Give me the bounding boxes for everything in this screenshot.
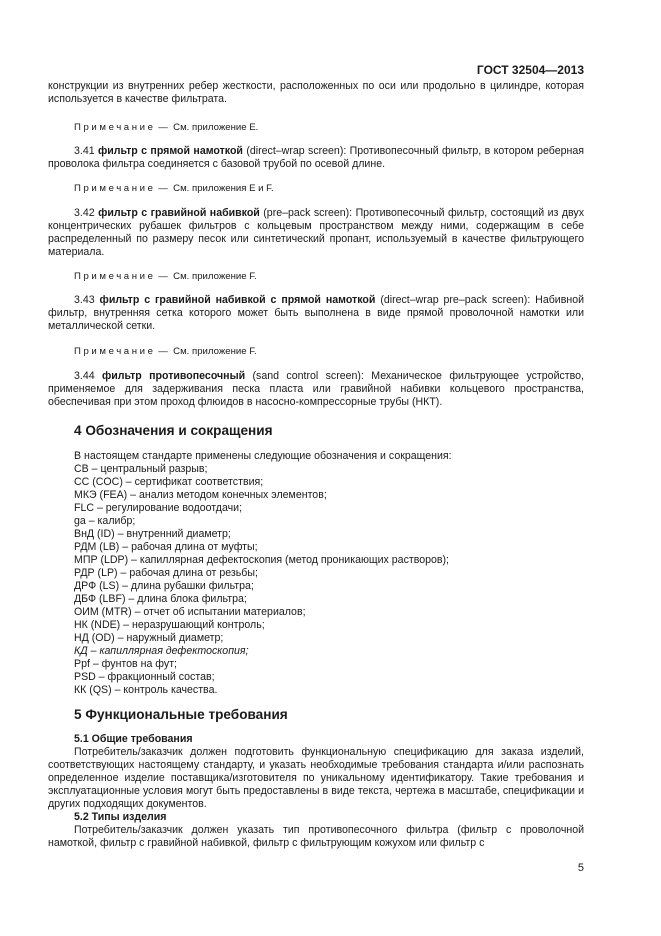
list-item: PSD – фракционный состав; (74, 671, 215, 683)
page-number: 5 (577, 862, 584, 874)
note-label: Примечание (74, 122, 156, 133)
term-3-43: 3.43 фильтр с гравийной набивкой с прямой намоткой (direct–wrap pre–pack screen): Набивной фильтр, внутренняя сетка которого может быть выполнена в виде прямой проволочной намотки или металлической сетки. (48, 294, 585, 332)
list-item: ОИМ (MTR) – отчет об испытании материалов; (74, 606, 306, 618)
list-item: МПР (LDP) – капиллярная дефектоскопия (метод проникающих растворов); (74, 554, 450, 566)
list-item: ДРФ (LS) – длина рубашки фильтра; (74, 580, 254, 592)
list-item: КК (QS) – контроль качества. (74, 684, 218, 696)
term-title: фильтр противопесочный (102, 370, 246, 382)
list-item: CB – центральный разрыв; (74, 463, 208, 475)
note-1: Примечание — См. приложение Е. (74, 122, 259, 133)
term-3-44: 3.44 фильтр противопесочный (sand control screen): Механическое фильтрующее устройство, применяемое для задерживания песка пласта или гравийной набивки кольцевого пространства, обеспечивая при этом проход флюидов в насосно-компрессорные трубы (НКТ). (48, 370, 584, 408)
subsection-5-1-text: Потребитель/заказчик должен подготовить функциональную спецификацию для заказа изделий, соответствующих настоящему стандарту, и указать необходимые требования стандарта и/или распознать определенное изделие поставщика/изготовителя по уникальному идентификатору. Такие требования и эксплуатационные условия могут быть предоставлены в виде текста, чертежа в масштабе, спецификации и других подходящих документов. (48, 746, 584, 810)
list-item: ga – калибр; (74, 515, 136, 527)
list-item: НД (OD) – наружный диаметр; (74, 632, 224, 644)
list-item: РДР (LP) – рабочая длина от резьбы; (74, 567, 258, 579)
list-item: МКЭ (FEA) – анализ методом конечных элементов; (74, 489, 327, 501)
document-id-header: ГОСТ 32504—2013 (476, 63, 584, 77)
section-4-heading: 4 Обозначения и сокращения (74, 423, 273, 438)
subsection-5-1-heading: 5.1 Общие требования (74, 733, 193, 745)
note-4: Примечание — См. приложение F. (74, 346, 257, 357)
list-item: FLC – регулирование водоотдачи; (74, 502, 243, 514)
subsection-5-2-text: Потребитель/заказчик должен указать тип противопесочного фильтра (фильтр с проволочной намоткой, фильтр с гравийной набивкой, фильтр с фильтрующим кожухом или фильтр с (48, 824, 584, 849)
list-intro: В настоящем стандарте применены следующие обозначения и сокращения: (74, 450, 452, 462)
note-text: См. приложение Е. (173, 122, 259, 133)
term-title: фильтр с гравийной набивкой с прямой намоткой (99, 294, 376, 306)
continued-paragraph: конструкции из внутренних ребер жесткости, расположенных по оси или продольно в цилиндре, которая используется в качестве фильтрата. (48, 80, 584, 105)
term-3-41: 3.41 фильтр с прямой намоткой (direct–wrap screen): Противопесочный фильтр, в котором реберная проволока фильтра соединяется с базовой трубой по осевой длине. (48, 145, 584, 170)
term-3-42: 3.42 фильтр с гравийной набивкой (pre–pack screen): Противопесочный фильтр, состоящий из двух концентрических рубашек фильтров с кольцевым пространством между ними, содержащим в себе распределенный по размеру песок или синтетический пропант, используемый в качестве фильтрующего материала. (48, 207, 584, 258)
term-title: фильтр с гравийной набивкой (98, 207, 260, 219)
term-title: фильтр с прямой намоткой (98, 145, 243, 157)
list-item: РДМ (LB) – рабочая длина от муфты; (74, 541, 258, 553)
list-item: ВнД (ID) – внутренний диаметр; (74, 528, 231, 540)
list-item: КД – капиллярная дефектоскопия; (74, 645, 249, 657)
list-item: НК (NDE) – неразрушающий контроль; (74, 619, 265, 631)
section-5-heading: 5 Функциональные требования (74, 707, 288, 722)
list-item: Ppf – фунтов на фут; (74, 658, 177, 670)
list-item: CC (COC) – сертификат соответствия; (74, 476, 264, 488)
note-2: Примечание — См. приложения Е и F. (74, 183, 274, 194)
list-item: ДБФ (LBF) – длина блока фильтра; (74, 593, 247, 605)
abbreviations-list (48, 450, 584, 697)
note-3: Примечание — См. приложение F. (74, 271, 257, 282)
subsection-5-2-heading: 5.2 Типы изделия (74, 811, 167, 823)
